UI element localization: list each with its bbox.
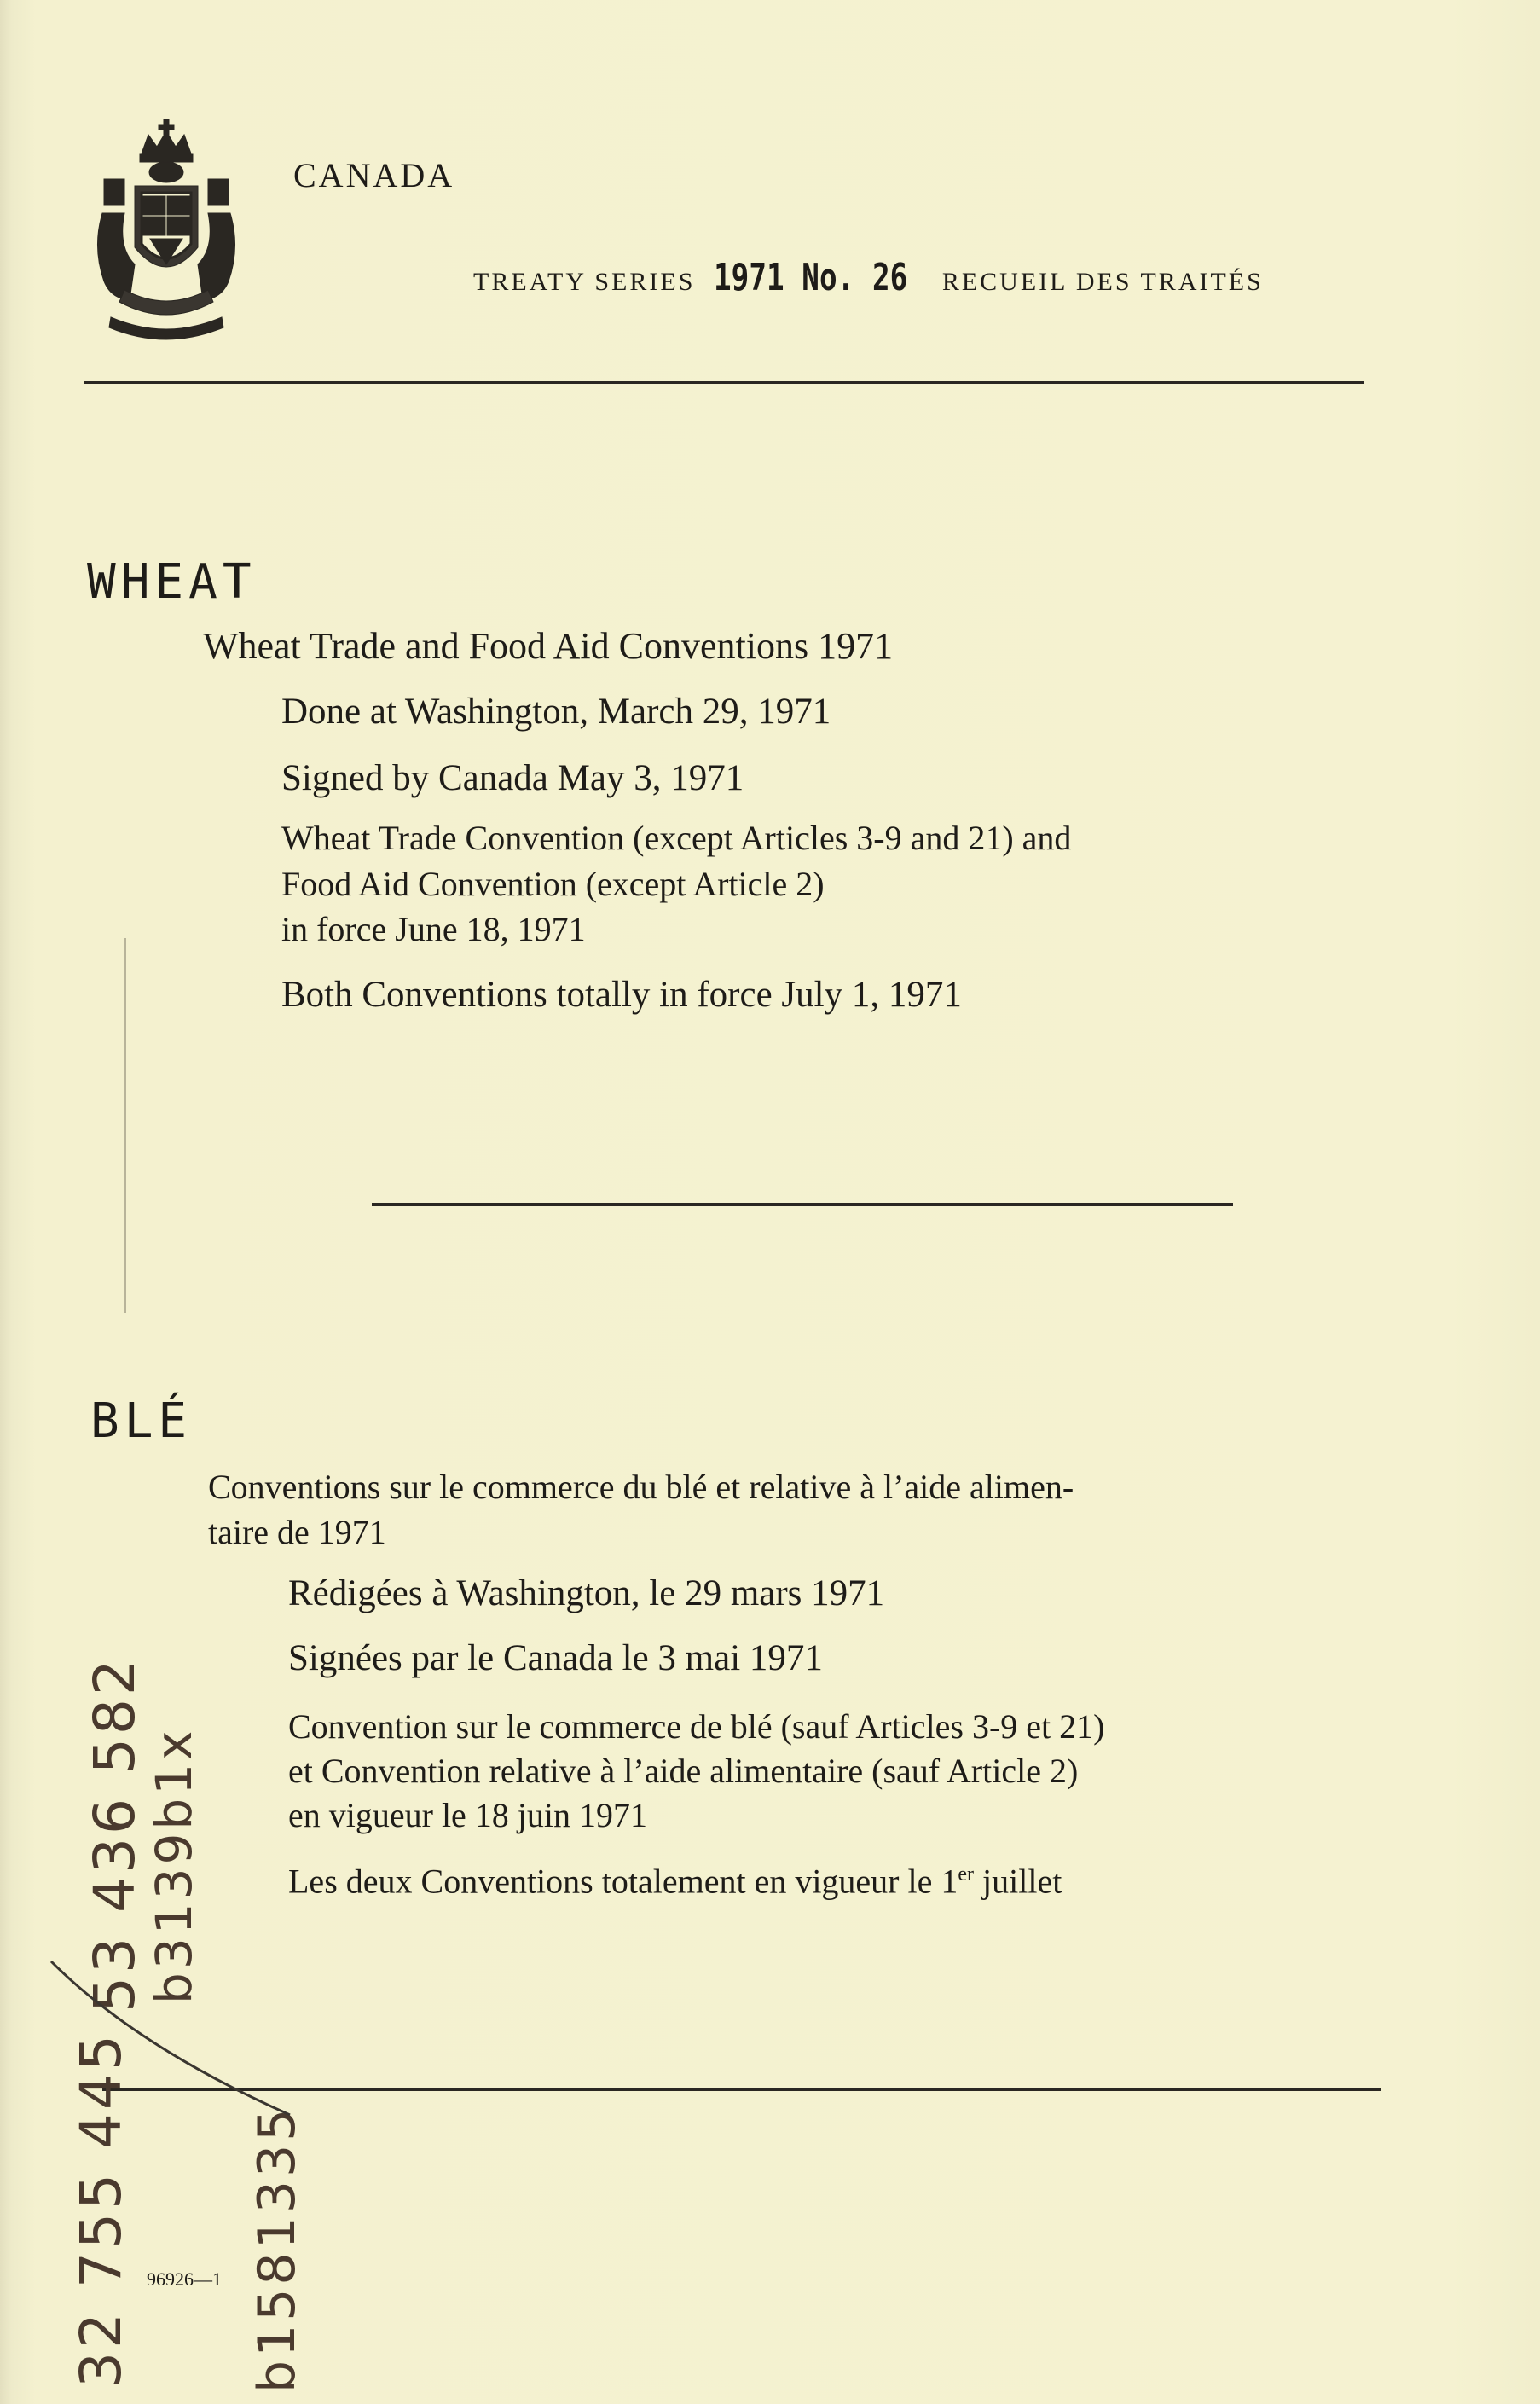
print-code: 96926—1 — [147, 2268, 222, 2290]
handwritten-number-c: 32 755 445 — [68, 2031, 134, 2388]
treaty-number: 1971 No. 26 — [714, 256, 908, 299]
french-total-force-line — [288, 1852, 1062, 1903]
section-rule — [372, 1203, 1233, 1206]
french-title-line-2: taire de 1971 — [208, 1513, 386, 1551]
french-superscript: er — [958, 1863, 975, 1886]
french-total-force-suffix: juillet — [974, 1862, 1062, 1901]
english-in-force-line: in force June 18, 1971 — [281, 910, 586, 948]
coat-of-arms-emblem — [85, 119, 247, 348]
english-done-line: Done at Washington, March 29, 1971 — [281, 692, 831, 732]
handwritten-number-a: 53 436 582 — [82, 1656, 148, 2013]
english-convention-line-2: Food Aid Convention (except Article 2) — [281, 865, 825, 903]
english-heading: WHEAT — [87, 554, 257, 610]
english-convention-line-1: Wheat Trade Convention (except Articles 3-9 and 21) and — [281, 819, 1072, 857]
handwritten-number-d: b1581335 — [247, 2105, 307, 2393]
french-heading: BLÉ — [90, 1393, 193, 1449]
french-convention-line-2: et Convention relative à l’aide alimentaire (sauf Article 2) — [288, 1752, 1079, 1790]
french-signed-line: Signées par le Canada le 3 mai 1971 — [288, 1638, 823, 1678]
french-total-force-text: Les deux Conventions totalement en vigueur le 1 — [288, 1862, 958, 1901]
header-rule — [84, 381, 1364, 384]
left-page-fold — [124, 938, 126, 1313]
french-convention-line-1: Convention sur le commerce de blé (sauf Articles 3-9 et 21) — [288, 1707, 1105, 1746]
english-title: Wheat Trade and Food Aid Conventions 1971 — [203, 625, 894, 667]
recueil-label: RECUEIL DES TRAITÉS — [941, 268, 1264, 296]
handwritten-number-b: b3139b1x — [145, 1727, 203, 2004]
treaty-series-label: TREATY SERIES — [473, 268, 696, 296]
handwritten-slash-line — [34, 1944, 307, 2132]
country-name: CANADA — [293, 156, 455, 194]
english-signed-line: Signed by Canada May 3, 1971 — [281, 758, 744, 798]
english-total-force-line: Both Conventions totally in force July 1, 1971 — [281, 975, 962, 1015]
french-in-force-line: en vigueur le 18 juin 1971 — [288, 1796, 648, 1834]
series-line — [473, 256, 1264, 299]
french-done-line: Rédigées à Washington, le 29 mars 1971 — [288, 1573, 885, 1613]
french-title-line-1: Conventions sur le commerce du blé et relative à l’aide alimen- — [208, 1468, 1074, 1506]
